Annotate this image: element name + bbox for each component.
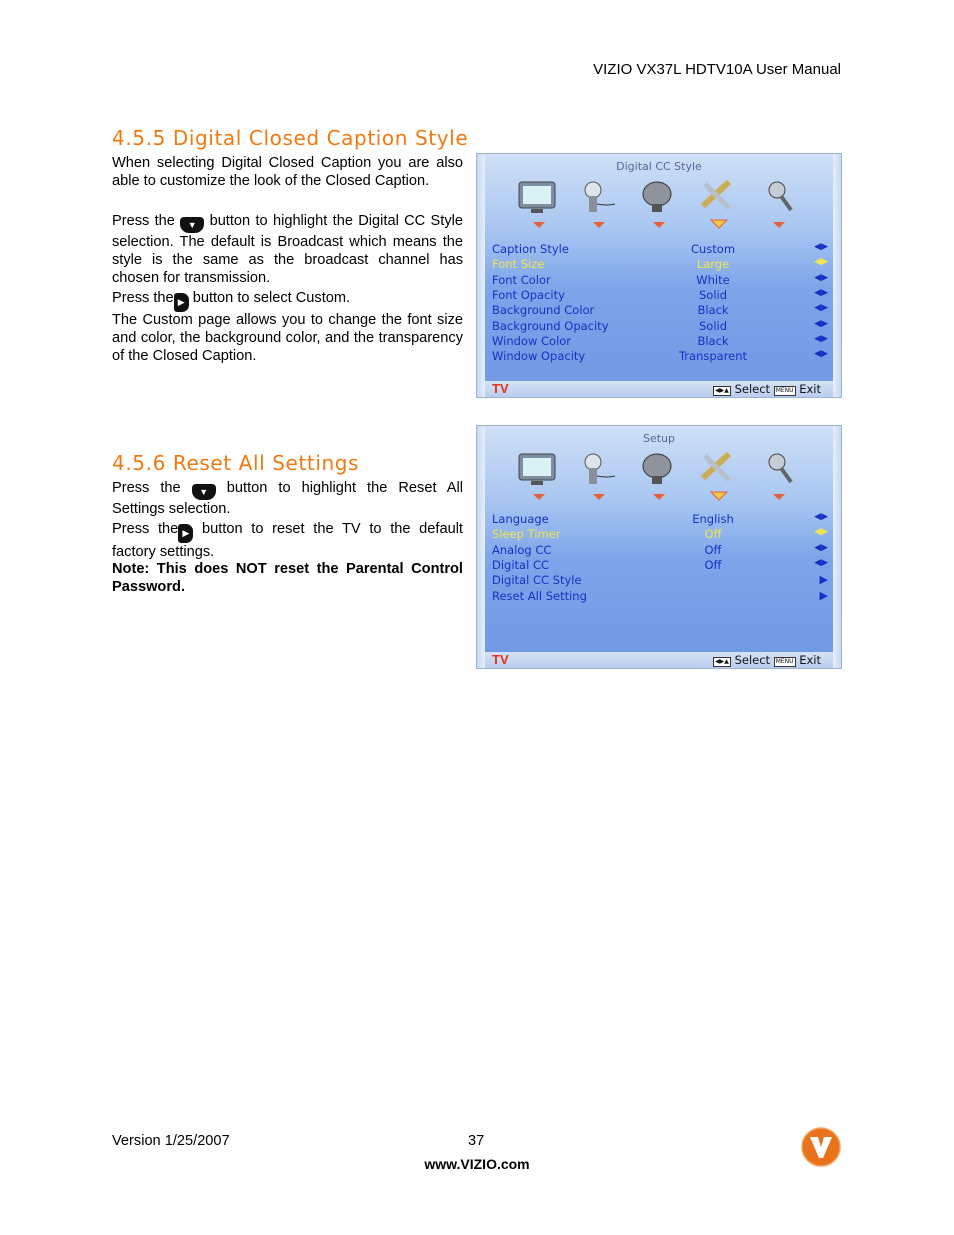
arrow-keys-icon: ◀▶▲ [715, 658, 729, 665]
setup-tools-icon [695, 176, 743, 238]
left-right-arrow-icon: ◀▶ [814, 527, 828, 538]
osd-menu-label: Language [492, 512, 549, 526]
osd-digital-cc-style-screen [476, 153, 842, 398]
osd-menu-item[interactable] [492, 589, 831, 604]
osd-menu-label: Window Opacity [492, 349, 586, 364]
osd-menu-item[interactable] [492, 558, 831, 573]
osd-menu-value: English [692, 512, 734, 526]
osd-hint: ◀▶▲ Select MENU Exit [715, 653, 821, 667]
osd-menu-label: Sleep Timer [492, 527, 561, 542]
section-number: 4.5.6 [112, 451, 166, 475]
right-button-icon: ▶ [178, 524, 193, 543]
tv-picture-icon [515, 448, 563, 510]
osd-menu-label: Caption Style [492, 242, 569, 256]
osd-menu-label: Reset All Setting [492, 588, 587, 603]
left-right-arrow-icon: ◀▶ [814, 349, 828, 360]
osd-menu-value: Off [704, 557, 722, 572]
page-number: 37 [468, 1133, 485, 1149]
right-arrow-icon: ▶ [819, 573, 828, 587]
osd-menu-item[interactable] [492, 288, 831, 303]
paragraph: When selecting Digital Closed Caption you are also able to customize the look of the Closed Caption. [112, 155, 463, 189]
osd-source-label: TV [492, 652, 509, 667]
osd-menu-value: White [696, 272, 730, 287]
section-heading-digital-cc-style [112, 126, 468, 150]
note-paragraph: Note: This does NOT reset the Parental Control Password. [112, 561, 463, 595]
audio-speaker-icon [575, 448, 623, 510]
osd-menu-value: Transparent [678, 349, 748, 364]
osd-menu-value: Solid [698, 287, 728, 302]
osd-menu-label: Font Size [492, 257, 545, 272]
osd-title: Setup [642, 432, 676, 445]
osd-menu-item[interactable] [492, 303, 831, 318]
left-right-arrow-icon: ◀▶ [814, 242, 828, 252]
osd-title: Digital CC Style [616, 160, 702, 173]
osd-menu-item[interactable] [492, 573, 831, 588]
osd-menu-item[interactable] [492, 334, 831, 349]
osd-menu-value: Black [697, 303, 729, 318]
osd-menu-item[interactable] [492, 242, 831, 257]
down-button-icon: ▼ [192, 484, 216, 500]
menu-key-icon: MENU [775, 387, 794, 394]
footer-url: www.VIZIO.com [424, 1156, 530, 1172]
left-right-arrow-icon: ◀▶ [814, 512, 828, 522]
osd-menu-label: Analog CC [492, 542, 552, 557]
paragraph: Press the ▶ button to select Custom. [112, 289, 463, 312]
menu-key-icon: MENU [775, 658, 794, 665]
osd-menu-label: Digital CC [492, 557, 550, 572]
osd-menu-label: Font Opacity [492, 287, 565, 302]
footer-version: Version 1/25/2007 [112, 1133, 230, 1149]
osd-menu-value: Solid [698, 318, 728, 333]
osd-menu-label: Font Color [492, 272, 551, 287]
osd-menu-label: Digital CC Style [492, 573, 582, 588]
paragraph: The Custom page allows you to change the font size and color, the background color, and the transparency of the Closed Caption. [112, 312, 463, 364]
osd-menu-label: Background Opacity [492, 318, 609, 333]
left-right-arrow-icon: ◀▶ [814, 333, 828, 344]
section-heading-reset-all-settings [112, 451, 359, 475]
paragraph: Press the ▼ button to highlight the Digital CC Style selection. The default is Broadcast which means the style is the same as the broadcast channel has chosen for transmission. [112, 213, 463, 286]
osd-menu-value: Black [697, 333, 729, 348]
osd-menu-value: Large [696, 257, 730, 272]
osd-footer [485, 381, 833, 397]
paragraph: Press the ▶ button to reset the TV to the default factory settings. [112, 521, 463, 560]
osd-menu-item[interactable] [492, 543, 831, 558]
osd-setup-screen [476, 425, 842, 669]
osd-source-label: TV [492, 381, 509, 396]
right-arrow-icon: ▶ [819, 588, 828, 602]
section-title: Reset All Settings [172, 451, 360, 475]
osd-menu-item[interactable] [492, 349, 831, 364]
left-right-arrow-icon: ◀▶ [814, 318, 828, 329]
vizio-logo-icon [801, 1127, 841, 1167]
paragraph: Press the ▼ button to highlight the Reset All Settings selection. [112, 480, 463, 517]
osd-menu-item[interactable] [492, 273, 831, 288]
left-right-arrow-icon: ◀▶ [814, 557, 828, 568]
arrow-keys-icon: ◀▶▲ [715, 387, 729, 394]
header-title: VIZIO VX37L HDTV10A User Manual [593, 61, 841, 78]
left-right-arrow-icon: ◀▶ [814, 257, 828, 268]
left-right-arrow-icon: ◀▶ [814, 542, 828, 553]
osd-menu-item[interactable] [492, 527, 831, 542]
osd-hint: ◀▶▲ Select MENU Exit [715, 382, 821, 396]
osd-footer [485, 652, 833, 668]
parental-key-icon [755, 176, 803, 238]
right-button-icon: ▶ [174, 293, 189, 312]
osd-menu-item[interactable] [492, 319, 831, 334]
audio-speaker-icon [575, 176, 623, 238]
left-right-arrow-icon: ◀▶ [814, 303, 828, 314]
osd-menu-item[interactable] [492, 512, 831, 527]
osd-menu-label: Window Color [492, 333, 572, 348]
section-number: 4.5.5 [112, 126, 166, 150]
tv-picture-icon [515, 176, 563, 238]
parental-key-icon [755, 448, 803, 510]
left-right-arrow-icon: ◀▶ [814, 287, 828, 298]
osd-menu-value: Off [704, 527, 722, 542]
osd-menu-item[interactable] [492, 257, 831, 272]
down-button-icon: ▼ [180, 217, 204, 233]
section-title: Digital Closed Caption Style [172, 126, 469, 150]
osd-icon-bar [515, 448, 803, 516]
satellite-dish-icon [635, 448, 683, 510]
osd-menu-value: Custom [690, 242, 736, 256]
satellite-dish-icon [635, 176, 683, 238]
osd-menu-value: Off [704, 542, 722, 557]
left-right-arrow-icon: ◀▶ [814, 272, 828, 283]
osd-icon-bar [515, 176, 803, 244]
osd-menu-label: Background Color [492, 303, 595, 318]
setup-tools-icon [695, 448, 743, 510]
